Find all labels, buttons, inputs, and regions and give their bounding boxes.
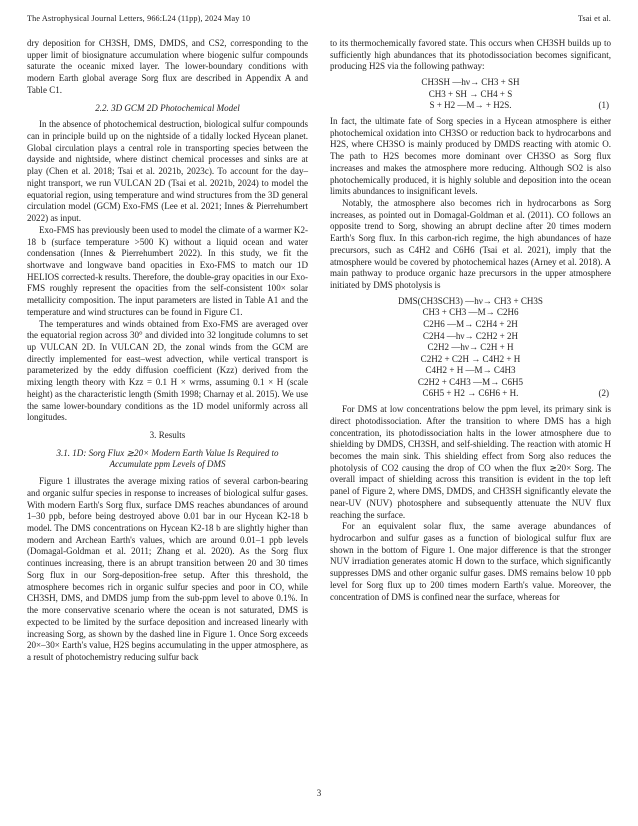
paragraph-hydrocarbons: Notably, the atmosphere also becomes rich in hydrocarbons as Sorg increases, as pointed out in Domagal-Goldman et al. (2011). CO follows an opposite trend to Sorg, showing an abrupt decline after 20 times modern Earth's Sorg flux. In this carbon-rich regime, the high abundances of haze precursors, such as C4H2 and C6H6 (Tsai et al. 2021), imply that the atmosphere would be covered by photochemical hazes (Arney et al. 2018). A main pathway to produce organic haze precursors in the upper atmosphere initiated by DMS photolysis is <box>330 197 611 290</box>
subsection-heading-3-1-cont: Accumulate ppm Levels of DMS <box>109 459 226 470</box>
paragraph-figure1: Figure 1 illustrates the average mixing ratios of several carbon-bearing and organic sulfur species in response to increases of biological sulfur gases. With modern Earth's Sorg flux, surface DMS reaches abundances of around 1–30 ppb, before being destroyed above 0.01 bar in our Hycean K2-18 b model. The DMS concentrations on Hycean K2-18 b are slightly higher than modern and Archean Earth's values, which are around 0.01–1 ppb levels (Domagal-Goldman et al. 2011; Zhang et al. 2020). As the Sorg flux continues increasing, there is an abrupt transition between 20 and 30 times Sorg flux in our Sorg-deposition-free setup. After this threshold, the atmosphere becomes rich in organic sulfur species and poor in CO, while CH3SH, DMS, and DMDS jump from the sub-ppm level to above 0.1%. In the more conservative scenario where the ocean is not saturated, DMS is expected to be limited by the surface deposition and increased linearly with increasing Sorg, as shown by the dashed line in Figure 1. Once Sorg exceeds 20×–30× Earth's value, H2S begins accumulating in the upper atmosphere, as a result of photochemistry reducing sulfur back <box>27 476 308 662</box>
journal-citation: The Astrophysical Journal Letters, 966:L24 (11pp), 2024 May 10 <box>27 14 251 23</box>
equation-line: CH3 + SH → CH4 + S <box>428 88 513 99</box>
paragraph-day-night: In the absence of photochemical destruction, biological sulfur compounds can in principle build up on the nightside of a tidally locked Hycean planet. Global circulation plays a central role in transporting species between the dayside and nightside, where distinct chemical processes and sinks are at play (Chen et al. 2018; Tsai et al. 2021b, 2023c). To account for the day–night transport, we run VULCAN 2D (Tsai et al. 2021b, 2024) to model the equatorial region, using temperature and wind structures from the 3D general circulation model (GCM) Exo-FMS (Lee et al. 2021; Innes & Pierrehumbert 2022) as input. <box>27 119 308 224</box>
paragraph-solar-flux: For an equivalent solar flux, the same average abundances of hydrocarbon and sulfur gases as a function of biological sulfur flux are shown in the bottom of Figure 1. One major difference is that the stronger NUV irradiation generates atomic H down to the surface, which significantly suppresses DMS and other organic sulfur gases. DMS remains below 10 ppb level for Sorg flux up to 200 times modern Earth's value. Moreover, the concentration of DMS is confined near the surface, whereas for <box>330 521 611 602</box>
equation-line: CH3 + CH3 —M→ C2H6 <box>422 307 519 318</box>
paragraph-dms-sink: For DMS at low concentrations below the ppm level, its primary sink is direct photodissociation. After the transition to where DMS has a high concentration, its photodissociation halts in the lower atmosphere due to shielding by DMDS, CH3SH, and self-shielding. The reaction with atomic H becomes the main sink. This shielding effect from Sorg also reduces the photolysis of CO2 causing the drop of CO when the flux ≳20× Sorg. The overall impact of shielding across this transition is evident in the top left panel of Figure 2, where DMS, DMDS, and CH3SH significantly elevate the near-UV (NUV) photosphere and subsequently attenuate the NUV flux reaching the surface. <box>330 404 611 520</box>
equation-line: C4H2 + H —M→ C4H3 <box>425 365 516 376</box>
paragraph-exo-fms: Exo-FMS has previously been used to model the climate of a warmer K2-18 b (surface temperature >500 K) without a liquid ocean and water condensation (Innes & Pierrehumbert 2022). In this study, we fit the shortwave and longwave band opacities in Exo-FMS to match our 1D HELIOS corrected-k results. Therefore, the double-gray opacities in our Exo-FMS roughly represent the opacities from the self-consistent 100× solar metallicity composition. The input parameters are listed in Table A1 and the temperature and wind structures can be found in Figure C1. <box>27 224 308 317</box>
equation-line: C6H5 + H2 → C6H6 + H. <box>422 388 519 399</box>
paragraph-deposition: dry deposition for CH3SH, DMS, DMDS, and CS2, corresponding to the upper limit of biosignature accumulation where biogenic sulfur compounds saturate the oceanic mixed layer. The lower-boundary conditions with modern Earth global average Sorg flux are described in Appendix A and Table C1. <box>27 38 308 95</box>
equation-line: CH3SH —hν→ CH3 + SH <box>421 77 520 88</box>
equation-number: (2) <box>598 388 609 399</box>
equation-line: C2H6 —M→ C2H4 + 2H <box>423 318 518 329</box>
equation-line: DMS(CH3SCH3) —hν→ CH3 + CH3S <box>398 295 543 306</box>
equation-line: C2H2 + C2H → C4H2 + H <box>420 353 521 364</box>
equation-2 <box>330 296 611 400</box>
paragraph-ultimate-fate: In fact, the ultimate fate of Sorg species in a Hycean atmosphere is either photochemical oxidation into CH3SO or reduction back to hydrocarbons and H2S, where CH3SO is mainly produced by DMDS reacting with atomic O. The path to H2S becomes more dominant over CH3SO as Sorg flux increases and makes the atmosphere more reducing. Although SO2 is also photochemically produced, it is highly soluble and deposition into the ocean limits abundances to insignificant levels. <box>330 115 611 197</box>
subsection-heading-3-1: 3.1. 1D: Sorg Flux ≳20× Modern Earth Value Is Required to <box>56 447 279 458</box>
left-column <box>27 38 308 664</box>
header-authors: Tsai et al. <box>577 14 611 23</box>
page-number: 3 <box>316 788 322 798</box>
equation-line: C2H2 —hν→ C2H + H <box>427 342 514 353</box>
equation-number: (1) <box>598 100 609 111</box>
paragraph-vulcan-2d: The temperatures and winds obtained from Exo-FMS are averaged over the equatorial region across 30° and divided into 32 longitude columns to set up VULCAN 2D. In VULCAN 2D, the zonal winds from the GCM are directly implemented for east–west advection, while vertical transport is parameterized by the eddy diffusion coefficient (Kzz) derived from the mixing length theory with Kzz = 0.1 H × wrms, assuming 0.1 × H (scale height) as the characteristic length (Smith 1998; Charnay et al. 2015). We use the same lower-boundary conditions as the 1D model uniformly across all longitudes. <box>27 318 308 423</box>
equation-line: C2H2 + C4H3 —M→ C6H5 <box>417 376 524 387</box>
running-header <box>27 14 611 26</box>
paragraph-h2s-pathway: to its thermochemically favored state. This occurs when CH3SH builds up to sufficiently high abundances that its photodissociation becomes significant, producing H2S via the following pathway: <box>330 38 611 72</box>
section-heading-results: 3. Results <box>149 430 186 440</box>
equation-line: C2H4 —hν→ C2H2 + 2H <box>422 330 519 341</box>
section-heading-2-2: 2.2. 3D GCM 2D Photochemical Model <box>95 102 240 113</box>
equation-line: S + H2 —M→ + H2S. <box>429 100 512 111</box>
equation-1 <box>330 77 611 112</box>
right-column <box>330 38 611 603</box>
